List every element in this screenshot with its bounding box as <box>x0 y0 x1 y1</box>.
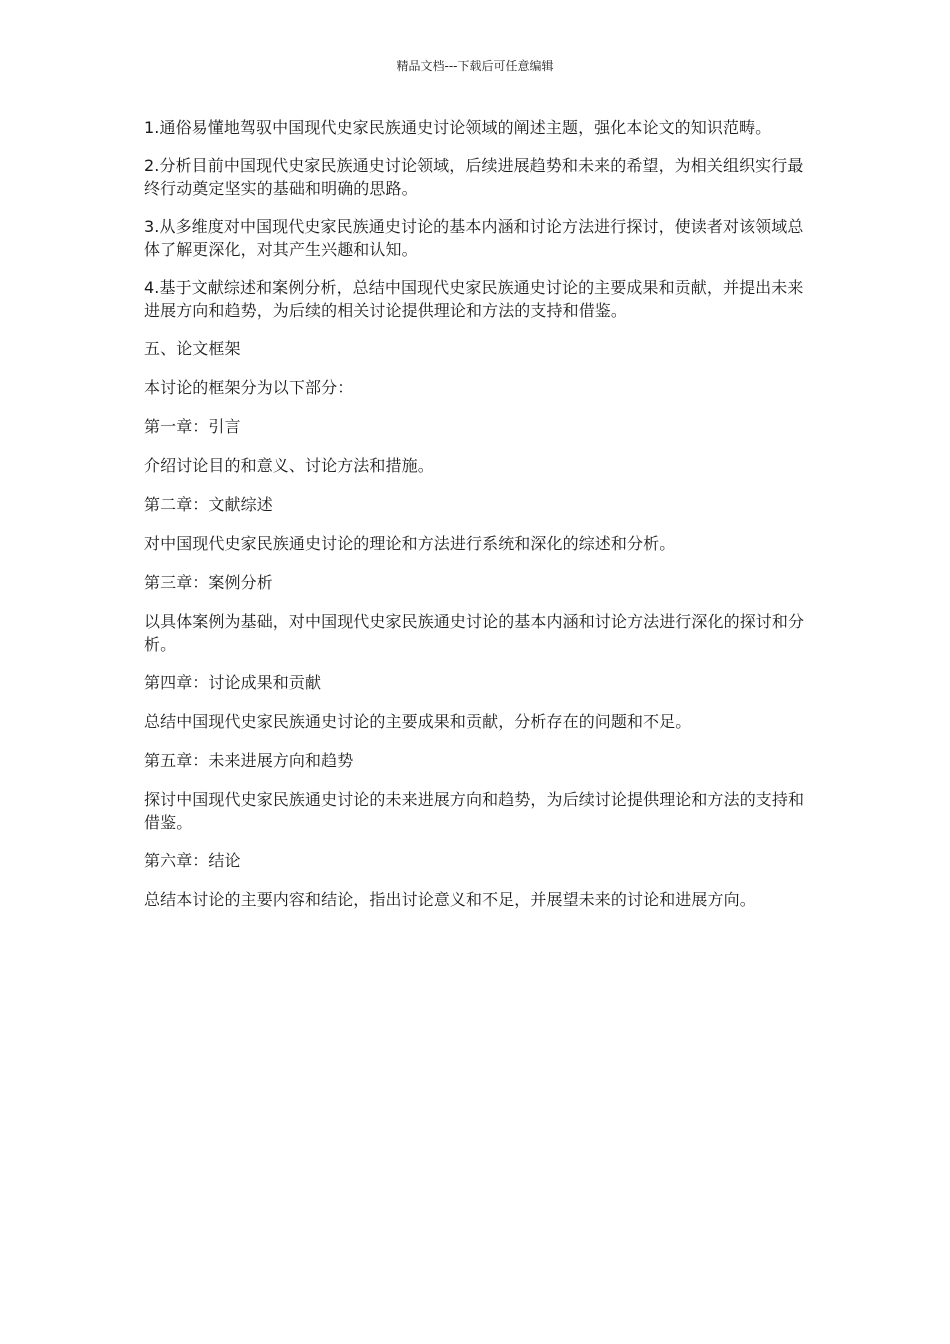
chapter-6-title: 第六章：结论 <box>144 851 241 870</box>
objective-paragraph-2: 2.分析目前中国现代史家民族通史讨论领域，后续进展趋势和未来的希望，为相关组织实行最终行动奠定坚实的基础和明确的思路。 <box>144 156 804 198</box>
chapter-3-description: 以具体案例为基础，对中国现代史家民族通史讨论的基本内涵和讨论方法进行深化的探讨和分析。 <box>144 612 805 654</box>
chapter-1-description: 介绍讨论目的和意义、讨论方法和措施。 <box>144 456 434 475</box>
page-header: 精品文档---下载后可任意编辑 <box>396 59 554 73</box>
chapter-5-title: 第五章：未来进展方向和趋势 <box>144 751 354 770</box>
objective-paragraph-1: 1.通俗易懂地驾驭中国现代史家民族通史讨论领域的阐述主题，强化本论文的知识范畴。 <box>144 118 772 137</box>
framework-intro: 本讨论的框架分为以下部分： <box>144 378 354 397</box>
document-body <box>144 116 808 927</box>
section-heading: 五、论文框架 <box>144 339 241 358</box>
chapter-3-title: 第三章：案例分析 <box>144 573 273 592</box>
chapter-5-description: 探讨中国现代史家民族通史讨论的未来进展方向和趋势，为后续讨论提供理论和方法的支持和借鉴。 <box>144 790 805 832</box>
objective-paragraph-3: 3.从多维度对中国现代史家民族通史讨论的基本内涵和讨论方法进行探讨，使读者对该领域总体了解更深化，对其产生兴趣和认知。 <box>144 217 804 259</box>
chapter-2-description: 对中国现代史家民族通史讨论的理论和方法进行系统和深化的综述和分析。 <box>144 534 676 553</box>
chapter-4-description: 总结中国现代史家民族通史讨论的主要成果和贡献，分析存在的问题和不足。 <box>144 712 692 731</box>
chapter-4-title: 第四章：讨论成果和贡献 <box>144 673 322 692</box>
chapter-2-title: 第二章：文献综述 <box>144 495 273 514</box>
chapter-1-title: 第一章：引言 <box>144 417 241 436</box>
chapter-6-description: 总结本讨论的主要内容和结论，指出讨论意义和不足，并展望未来的讨论和进展方向。 <box>144 890 756 909</box>
objective-paragraph-4: 4.基于文献综述和案例分析，总结中国现代史家民族通史讨论的主要成果和贡献，并提出未来进展方向和趋势，为后续的相关讨论提供理论和方法的支持和借鉴。 <box>144 278 804 320</box>
